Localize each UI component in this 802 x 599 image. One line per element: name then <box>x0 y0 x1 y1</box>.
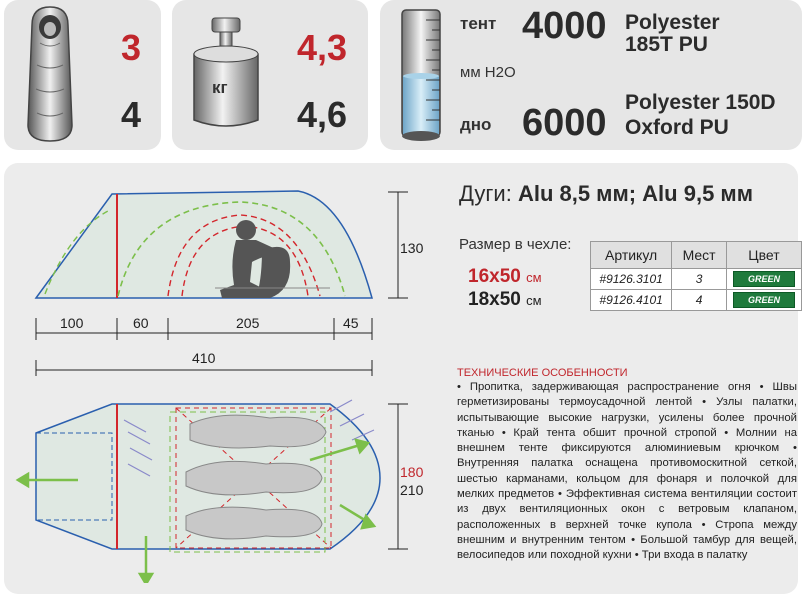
water-column-icon <box>396 6 446 146</box>
tent-side-view <box>0 163 440 583</box>
packed-size-label: Размер в чехле: <box>459 236 572 253</box>
article-header: Артикул <box>591 242 672 269</box>
width-main-dim: 180 <box>400 464 424 480</box>
weight-main-value: 4,3 <box>297 27 348 68</box>
poles-spec <box>459 181 753 207</box>
color-header: Цвет <box>726 242 801 269</box>
table-row <box>591 269 802 290</box>
packed-size-main-unit: см <box>526 270 542 285</box>
floor-material-2: Oxford PU <box>625 116 729 139</box>
poles-value: Alu 8,5 мм; Alu 9,5 мм <box>517 181 753 206</box>
packed-size-alt <box>468 289 542 311</box>
floor-material-1: Polyester 150D <box>625 91 776 114</box>
color-cell <box>726 269 801 290</box>
color-cell <box>726 290 801 311</box>
weight-panel <box>172 0 368 150</box>
seg-4-dim: 45 <box>343 315 359 331</box>
article-cell: #9126.3101 <box>591 269 672 290</box>
seg-3-dim: 205 <box>236 315 260 331</box>
packed-size-alt-unit: см <box>526 293 542 308</box>
article-table <box>590 241 802 311</box>
weight-alt-value: 4,6 <box>297 94 348 135</box>
packed-size-main-value: 16x50 <box>468 266 521 287</box>
water-resistance-panel <box>380 0 802 150</box>
places-cell: 4 <box>672 290 727 311</box>
table-row <box>591 290 802 311</box>
places-header: Мест <box>672 242 727 269</box>
width-alt-dim: 210 <box>400 482 424 498</box>
season-panel <box>4 0 161 150</box>
tent-material-2: 185T PU <box>625 33 708 56</box>
sleeping-bag-icon <box>20 5 80 145</box>
seg-2-dim: 60 <box>133 315 149 331</box>
total-length-dim: 410 <box>192 350 216 366</box>
floor-label: дно <box>460 115 492 134</box>
water-unit: мм H2O <box>460 64 516 81</box>
season-alt-value: 4 <box>121 94 142 135</box>
height-dim: 130 <box>400 240 424 256</box>
tent-label: тент <box>460 14 497 33</box>
poles-label: Дуги: <box>459 181 512 206</box>
article-cell: #9126.4101 <box>591 290 672 311</box>
places-cell: 3 <box>672 269 727 290</box>
packed-size-alt-value: 18x50 <box>468 289 521 310</box>
weight-unit-label: кг <box>212 78 228 97</box>
season-main-value: 3 <box>121 27 142 68</box>
packed-size-main <box>468 266 542 288</box>
features-title: ТЕХНИЧЕСКИЕ ОСОБЕННОСТИ <box>457 367 628 379</box>
weight-icon <box>190 16 262 132</box>
color-badge: GREEN <box>733 271 795 287</box>
tent-material-1: Polyester <box>625 11 720 34</box>
color-badge: GREEN <box>733 292 795 308</box>
tent-water-value: 4000 <box>522 5 607 47</box>
features-text: • Пропитка, задерживающая распространение огня • Швы герметизированы термоусадочной лентой • Узлы палатки, испытывающие высокие нагрузки, усилены более прочной тканью • Край тента обшит прочной стропой • Молнии на внешнем тенте фиксируются алюминиевым крючком • Внутренняя палатка оснащена противомоскитной сеткой, шестью карманами, кольцом для фонаря и полочкой для мелких предметов • Эффективная система вентиляции состоит из двух вентиляционных окон с ветровым клапаном, расположенных в верхней точке купола • Стропа между внешним и внутренним тентом • Большой тамбур для вещей, велосипедов или походной кухни • Три входа в палатку <box>457 381 797 562</box>
seg-1-dim: 100 <box>60 315 84 331</box>
floor-water-value: 6000 <box>522 102 607 144</box>
